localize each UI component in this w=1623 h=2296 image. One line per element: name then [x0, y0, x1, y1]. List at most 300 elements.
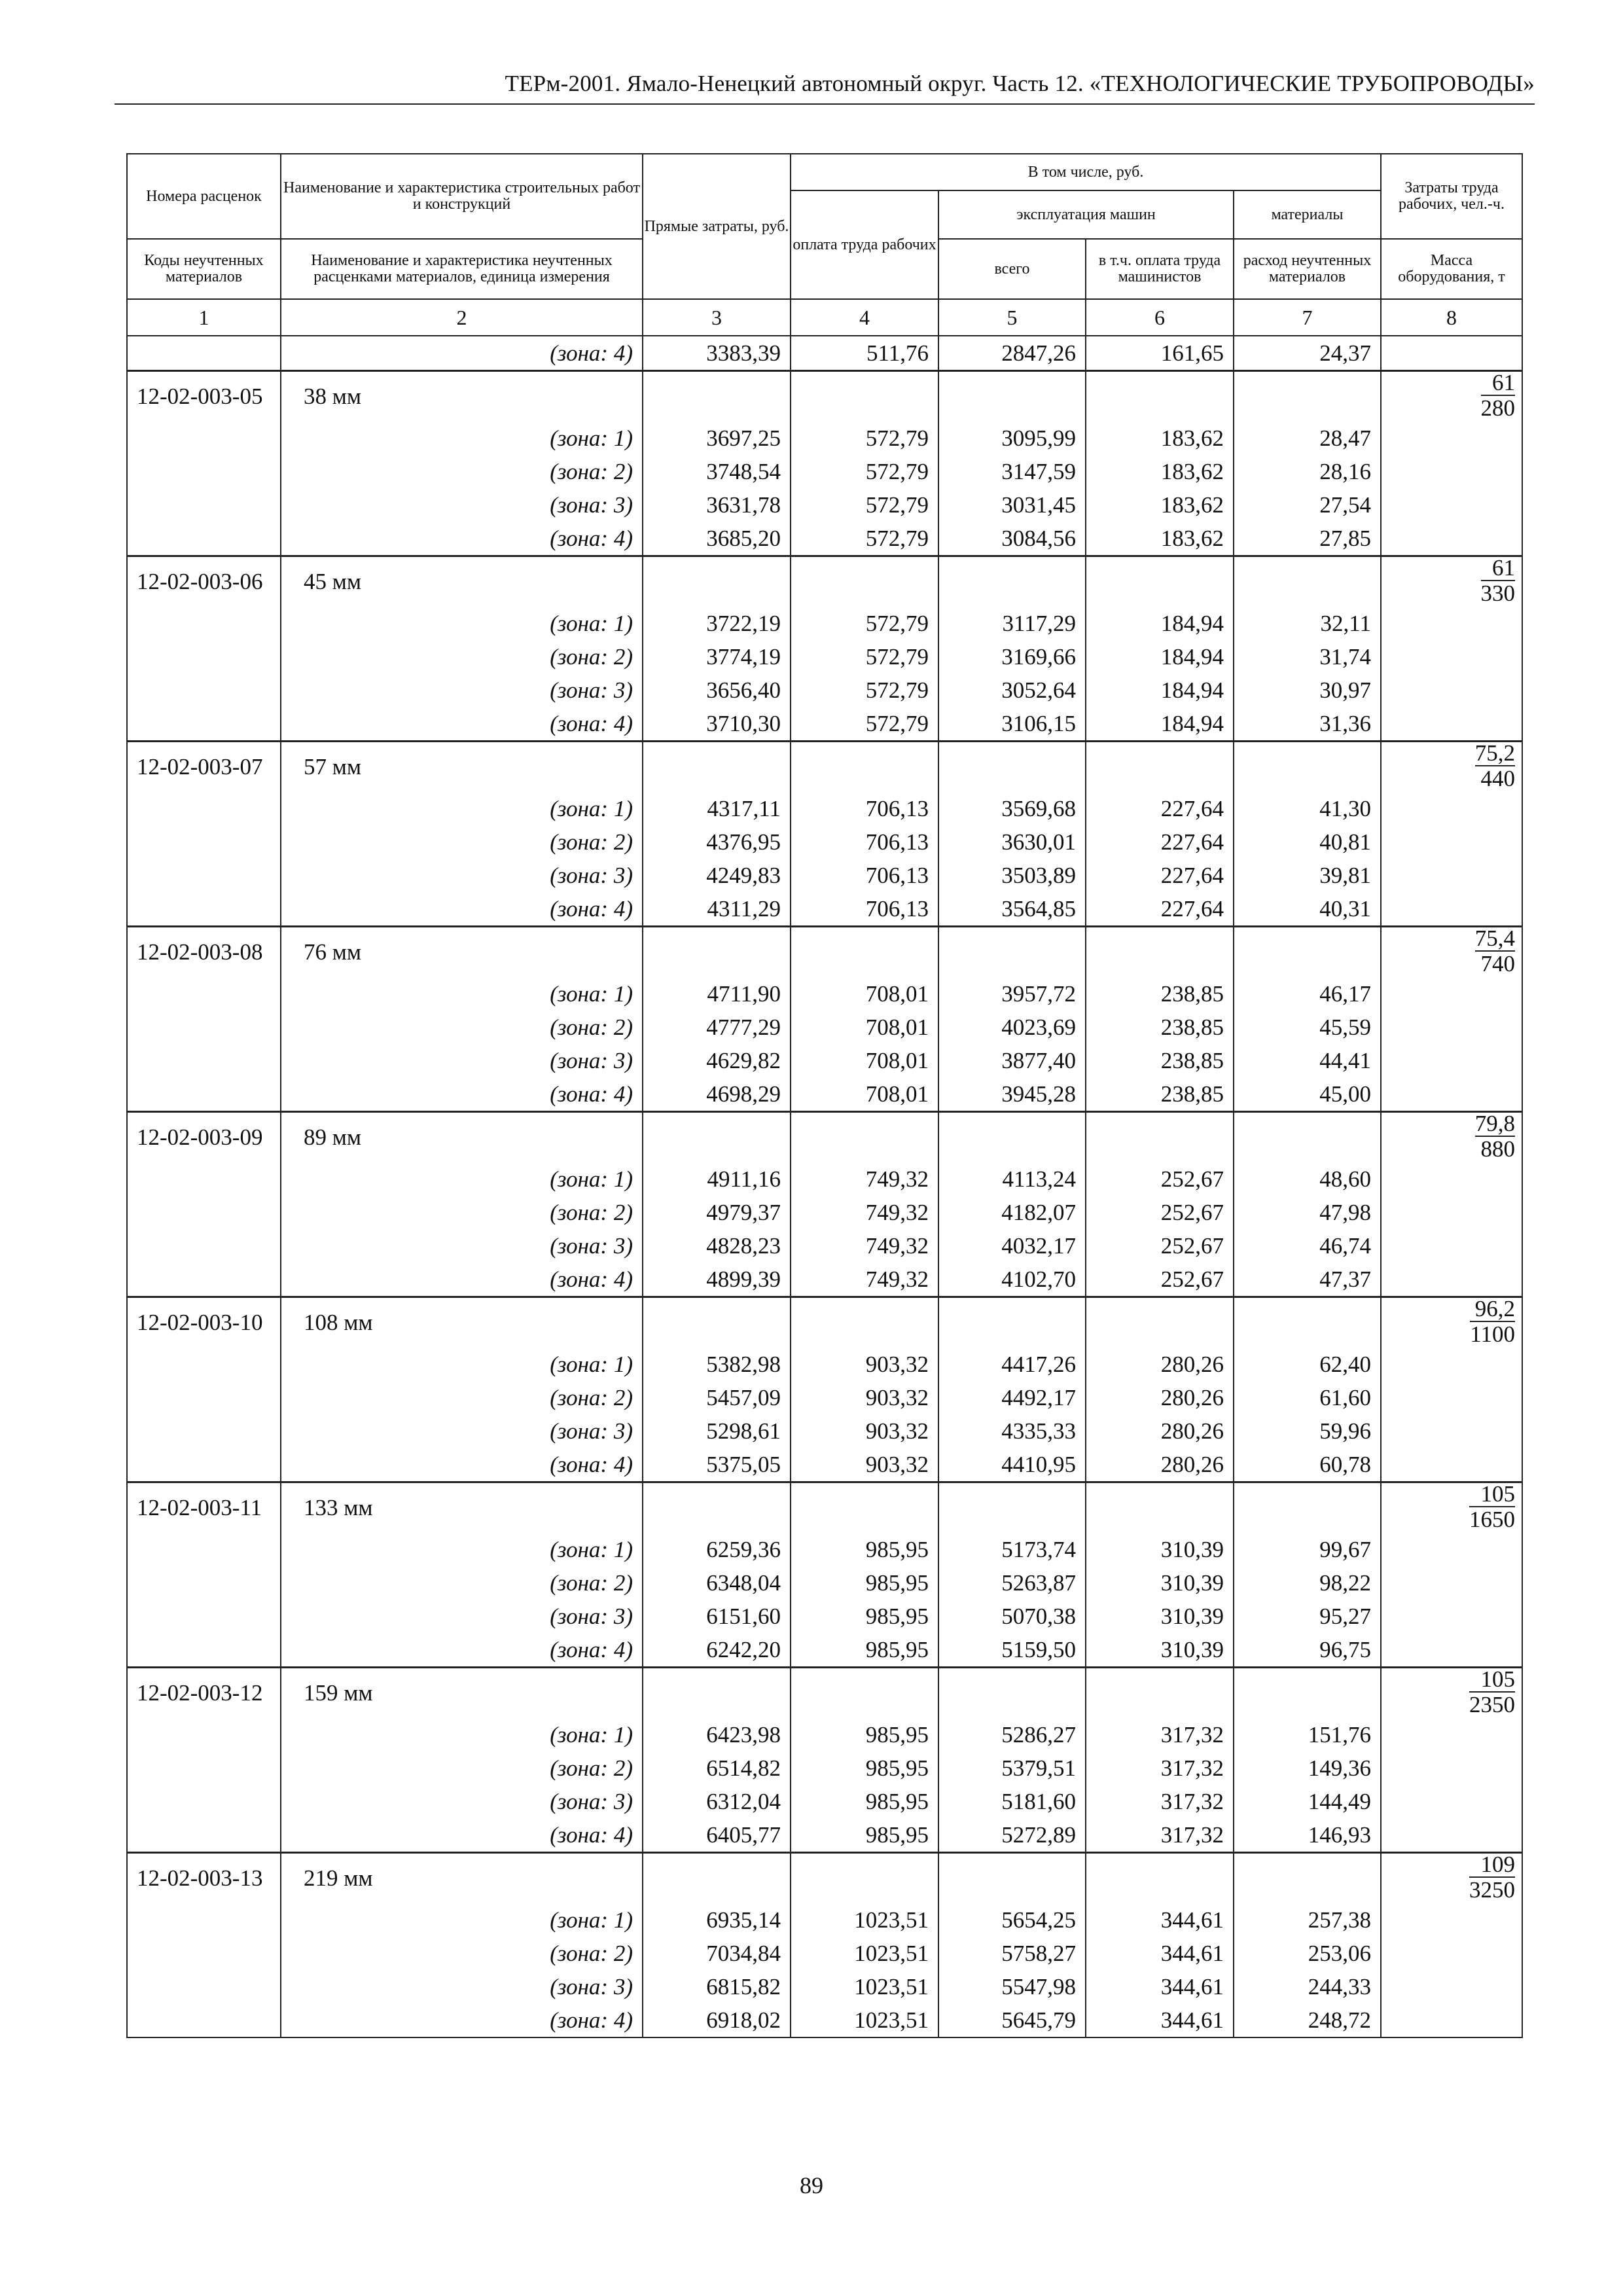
- labor-costs-value: 75,4: [1474, 925, 1515, 951]
- rate-name: 89 мм: [281, 1112, 643, 1163]
- materials-value: 45,59: [1234, 1011, 1381, 1044]
- direct-costs-value: 4911,16: [643, 1162, 791, 1196]
- zone-row: [127, 488, 1522, 522]
- worker-pay-value: 706,13: [791, 859, 938, 892]
- direct-costs-value: 3631,78: [643, 488, 791, 522]
- empty-cell: [791, 1112, 938, 1163]
- empty-cell: [643, 1668, 791, 1719]
- empty-cell: [1234, 1853, 1381, 1904]
- zone-label: (зона: 4): [281, 336, 643, 371]
- empty-cell: [1381, 522, 1522, 556]
- materials-value: 60,78: [1234, 1448, 1381, 1482]
- labor-costs-value: 96,2: [1470, 1298, 1515, 1322]
- rate-entry-header-row: [127, 371, 1522, 422]
- col-number: 1: [127, 299, 281, 336]
- direct-costs-value: 6312,04: [643, 1785, 791, 1818]
- direct-costs-value: 3656,40: [643, 673, 791, 707]
- materials-value: 48,60: [1234, 1162, 1381, 1196]
- empty-cell: [1381, 1970, 1522, 2003]
- zone-label: (зона: 4): [281, 522, 643, 556]
- operator-pay-value: 310,39: [1086, 1566, 1234, 1600]
- labor-costs-value: 105: [1469, 1668, 1515, 1693]
- labor-mass-fraction: [1381, 927, 1522, 978]
- empty-cell: [791, 1297, 938, 1348]
- direct-costs-value: 6405,77: [643, 1818, 791, 1853]
- zone-label: (зона: 1): [281, 1348, 643, 1381]
- operator-pay-value: 184,94: [1086, 673, 1234, 707]
- operator-pay-value: 280,26: [1086, 1414, 1234, 1448]
- empty-cell: [1086, 1112, 1234, 1163]
- worker-pay-value: 706,13: [791, 825, 938, 859]
- rate-name: 57 мм: [281, 742, 643, 793]
- empty-cell: [938, 1482, 1086, 1534]
- machines-total-value: 4410,95: [938, 1448, 1086, 1482]
- col-header-material-names: Наименование и характеристика неучтенных расценками материалов, единица измерения: [281, 239, 643, 299]
- machines-total-value: 3031,45: [938, 488, 1086, 522]
- materials-value: 39,81: [1234, 859, 1381, 892]
- direct-costs-value: 5382,98: [643, 1348, 791, 1381]
- zone-row: [127, 1533, 1522, 1566]
- empty-cell: [791, 371, 938, 422]
- machines-total-value: 3106,15: [938, 707, 1086, 742]
- direct-costs-value: 7034,84: [643, 1937, 791, 1970]
- operator-pay-value: 344,61: [1086, 2003, 1234, 2037]
- operator-pay-value: 280,26: [1086, 1381, 1234, 1414]
- rate-name: 133 мм: [281, 1482, 643, 1534]
- empty-cell: [938, 1853, 1086, 1904]
- operator-pay-value: 183,62: [1086, 488, 1234, 522]
- empty-cell: [127, 1414, 281, 1448]
- zone-row: [127, 673, 1522, 707]
- zone-label: (зона: 4): [281, 892, 643, 927]
- labor-mass-fraction: [1381, 556, 1522, 607]
- worker-pay-value: 708,01: [791, 977, 938, 1011]
- empty-cell: [1234, 927, 1381, 978]
- zone-label: (зона: 4): [281, 1263, 643, 1297]
- zone-row: [127, 1263, 1522, 1297]
- empty-cell: [791, 1668, 938, 1719]
- empty-cell: [1086, 1668, 1234, 1719]
- zone-label: (зона: 2): [281, 1196, 643, 1229]
- zone-row: [127, 1011, 1522, 1044]
- zone-row: [127, 2003, 1522, 2037]
- worker-pay-value: 903,32: [791, 1448, 938, 1482]
- col-header-worker-pay: оплата труда рабочих: [791, 190, 938, 299]
- machines-total-value: 2847,26: [938, 336, 1086, 371]
- empty-cell: [1381, 1633, 1522, 1668]
- zone-label: (зона: 2): [281, 1751, 643, 1785]
- empty-cell: [127, 455, 281, 488]
- direct-costs-value: 4629,82: [643, 1044, 791, 1077]
- direct-costs-value: 4711,90: [643, 977, 791, 1011]
- zone-row: [127, 1077, 1522, 1112]
- empty-cell: [1381, 1600, 1522, 1633]
- direct-costs-value: 3685,20: [643, 522, 791, 556]
- zone-row: [127, 859, 1522, 892]
- table-header: [127, 154, 1522, 336]
- worker-pay-value: 985,95: [791, 1600, 938, 1633]
- col-header-group-including: В том числе, руб.: [791, 154, 1381, 190]
- operator-pay-value: 183,62: [1086, 422, 1234, 455]
- machines-total-value: 3052,64: [938, 673, 1086, 707]
- materials-value: 59,96: [1234, 1414, 1381, 1448]
- rate-name: 219 мм: [281, 1853, 643, 1904]
- operator-pay-value: 227,64: [1086, 792, 1234, 825]
- rate-entry-header-row: [127, 742, 1522, 793]
- zone-label: (зона: 1): [281, 1162, 643, 1196]
- zone-label: (зона: 2): [281, 1566, 643, 1600]
- zone-label: (зона: 3): [281, 859, 643, 892]
- empty-cell: [127, 1903, 281, 1937]
- direct-costs-value: 6918,02: [643, 2003, 791, 2037]
- worker-pay-value: 985,95: [791, 1751, 938, 1785]
- worker-pay-value: 706,13: [791, 792, 938, 825]
- empty-cell: [127, 1263, 281, 1297]
- machines-total-value: 5173,74: [938, 1533, 1086, 1566]
- empty-cell: [127, 336, 281, 371]
- empty-cell: [1234, 742, 1381, 793]
- empty-cell: [127, 1381, 281, 1414]
- worker-pay-value: 1023,51: [791, 1970, 938, 2003]
- col-header-material-consumption: расход неучтенных материалов: [1234, 239, 1381, 299]
- labor-mass-fraction: [1381, 1853, 1522, 1904]
- machines-total-value: 4492,17: [938, 1381, 1086, 1414]
- zone-row: [127, 1937, 1522, 1970]
- operator-pay-value: 227,64: [1086, 825, 1234, 859]
- direct-costs-value: 6151,60: [643, 1600, 791, 1633]
- empty-cell: [1086, 556, 1234, 607]
- empty-cell: [1381, 892, 1522, 927]
- labor-costs-value: 79,8: [1474, 1111, 1515, 1136]
- materials-value: 47,37: [1234, 1263, 1381, 1297]
- direct-costs-value: 6259,36: [643, 1533, 791, 1566]
- machines-total-value: 5181,60: [938, 1785, 1086, 1818]
- empty-cell: [127, 1229, 281, 1263]
- worker-pay-value: 985,95: [791, 1533, 938, 1566]
- col-header-labor-costs: Затраты труда рабочих, чел.-ч.: [1381, 154, 1522, 239]
- machines-total-value: 4102,70: [938, 1263, 1086, 1297]
- empty-cell: [791, 556, 938, 607]
- machines-total-value: 5286,27: [938, 1718, 1086, 1751]
- empty-cell: [1381, 1229, 1522, 1263]
- machines-total-value: 3630,01: [938, 825, 1086, 859]
- empty-cell: [1381, 1937, 1522, 1970]
- worker-pay-value: 985,95: [791, 1718, 938, 1751]
- direct-costs-value: 4317,11: [643, 792, 791, 825]
- zone-label: (зона: 4): [281, 1818, 643, 1853]
- worker-pay-value: 572,79: [791, 422, 938, 455]
- empty-cell: [643, 371, 791, 422]
- machines-total-value: 5654,25: [938, 1903, 1086, 1937]
- operator-pay-value: 317,32: [1086, 1751, 1234, 1785]
- empty-cell: [938, 742, 1086, 793]
- machines-total-value: 3957,72: [938, 977, 1086, 1011]
- zone-label: (зона: 1): [281, 1718, 643, 1751]
- col-number: 8: [1381, 299, 1522, 336]
- direct-costs-value: 4899,39: [643, 1263, 791, 1297]
- direct-costs-value: 5298,61: [643, 1414, 791, 1448]
- worker-pay-value: 749,32: [791, 1196, 938, 1229]
- zone-label: (зона: 3): [281, 1044, 643, 1077]
- operator-pay-value: 183,62: [1086, 522, 1234, 556]
- zone-label: (зона: 4): [281, 2003, 643, 2037]
- direct-costs-value: 5457,09: [643, 1381, 791, 1414]
- zone-label: (зона: 1): [281, 977, 643, 1011]
- col-header-material-codes: Коды неучтенных материалов: [127, 239, 281, 299]
- empty-cell: [1234, 1297, 1381, 1348]
- empty-cell: [1086, 371, 1234, 422]
- col-header-operator-pay: в т.ч. оплата труда машинистов: [1086, 239, 1234, 299]
- empty-cell: [127, 488, 281, 522]
- labor-costs-value: 105: [1469, 1483, 1515, 1507]
- empty-cell: [1381, 1381, 1522, 1414]
- zone-row: [127, 1633, 1522, 1668]
- col-header-work-name: Наименование и характеристика строительных работ и конструкций: [281, 154, 643, 239]
- empty-cell: [1381, 336, 1522, 371]
- empty-cell: [127, 859, 281, 892]
- zone-row: [127, 455, 1522, 488]
- empty-cell: [1381, 1196, 1522, 1229]
- zone-row: [127, 825, 1522, 859]
- empty-cell: [1086, 1297, 1234, 1348]
- materials-value: 28,47: [1234, 422, 1381, 455]
- empty-cell: [127, 607, 281, 640]
- empty-cell: [127, 892, 281, 927]
- operator-pay-value: 161,65: [1086, 336, 1234, 371]
- machines-total-value: 3084,56: [938, 522, 1086, 556]
- worker-pay-value: 572,79: [791, 455, 938, 488]
- zone-label: (зона: 1): [281, 792, 643, 825]
- worker-pay-value: 1023,51: [791, 1903, 938, 1937]
- col-number: 7: [1234, 299, 1381, 336]
- zone-label: (зона: 3): [281, 488, 643, 522]
- labor-mass-fraction: [1381, 1112, 1522, 1163]
- rate-name: 38 мм: [281, 371, 643, 422]
- rate-code: 12-02-003-08: [127, 927, 281, 978]
- zone-row: [127, 1229, 1522, 1263]
- empty-cell: [1381, 1348, 1522, 1381]
- direct-costs-value: 6348,04: [643, 1566, 791, 1600]
- zone-row: [127, 1718, 1522, 1751]
- zone-row: [127, 1348, 1522, 1381]
- worker-pay-value: 708,01: [791, 1044, 938, 1077]
- materials-value: 24,37: [1234, 336, 1381, 371]
- zone-label: (зона: 3): [281, 1414, 643, 1448]
- header-rule: [115, 103, 1535, 105]
- worker-pay-value: 572,79: [791, 673, 938, 707]
- zone-label: (зона: 1): [281, 1903, 643, 1937]
- machines-total-value: 3877,40: [938, 1044, 1086, 1077]
- empty-cell: [1381, 1785, 1522, 1818]
- operator-pay-value: 184,94: [1086, 707, 1234, 742]
- worker-pay-value: 749,32: [791, 1263, 938, 1297]
- direct-costs-value: 6935,14: [643, 1903, 791, 1937]
- zone-row: [127, 1785, 1522, 1818]
- zone-row: [127, 1196, 1522, 1229]
- zone-label: (зона: 2): [281, 455, 643, 488]
- empty-cell: [643, 1297, 791, 1348]
- materials-value: 46,74: [1234, 1229, 1381, 1263]
- machines-total-value: 3117,29: [938, 607, 1086, 640]
- worker-pay-value: 903,32: [791, 1381, 938, 1414]
- col-header-machines-total: всего: [938, 239, 1086, 299]
- rate-entry-header-row: [127, 1853, 1522, 1904]
- empty-cell: [1381, 422, 1522, 455]
- empty-cell: [938, 1112, 1086, 1163]
- operator-pay-value: 344,61: [1086, 1903, 1234, 1937]
- empty-cell: [1381, 640, 1522, 673]
- operator-pay-value: 310,39: [1086, 1533, 1234, 1566]
- materials-value: 248,72: [1234, 2003, 1381, 2037]
- materials-value: 28,16: [1234, 455, 1381, 488]
- zone-label: (зона: 3): [281, 1785, 643, 1818]
- empty-cell: [938, 371, 1086, 422]
- worker-pay-value: 572,79: [791, 640, 938, 673]
- fraction: [1475, 1113, 1515, 1160]
- worker-pay-value: 985,95: [791, 1785, 938, 1818]
- operator-pay-value: 238,85: [1086, 1011, 1234, 1044]
- empty-cell: [1381, 1263, 1522, 1297]
- zone-row: [127, 1044, 1522, 1077]
- page-number: 89: [800, 2172, 823, 2198]
- empty-cell: [127, 1937, 281, 1970]
- empty-cell: [127, 640, 281, 673]
- machines-total-value: 5547,98: [938, 1970, 1086, 2003]
- operator-pay-value: 238,85: [1086, 1077, 1234, 1112]
- direct-costs-value: 4979,37: [643, 1196, 791, 1229]
- materials-value: 149,36: [1234, 1751, 1381, 1785]
- rates-table: [126, 153, 1523, 2038]
- direct-costs-value: 3697,25: [643, 422, 791, 455]
- zone-label: (зона: 2): [281, 640, 643, 673]
- fraction: [1475, 927, 1515, 975]
- zone-label: (зона: 4): [281, 707, 643, 742]
- zone-label: (зона: 3): [281, 1229, 643, 1263]
- worker-pay-value: 1023,51: [791, 1937, 938, 1970]
- materials-value: 31,36: [1234, 707, 1381, 742]
- operator-pay-value: 252,67: [1086, 1162, 1234, 1196]
- empty-cell: [1381, 1448, 1522, 1482]
- zone-row: [127, 1751, 1522, 1785]
- zone-label: (зона: 1): [281, 607, 643, 640]
- labor-costs-value: 109: [1469, 1854, 1515, 1878]
- empty-cell: [127, 1162, 281, 1196]
- table-body: [127, 336, 1522, 2037]
- materials-value: 40,31: [1234, 892, 1381, 927]
- worker-pay-value: 749,32: [791, 1229, 938, 1263]
- machines-total-value: 4113,24: [938, 1162, 1086, 1196]
- operator-pay-value: 238,85: [1086, 977, 1234, 1011]
- col-number: 2: [281, 299, 643, 336]
- empty-cell: [938, 556, 1086, 607]
- empty-cell: [127, 1633, 281, 1668]
- operator-pay-value: 280,26: [1086, 1348, 1234, 1381]
- empty-cell: [1381, 825, 1522, 859]
- rate-entry-header-row: [127, 1668, 1522, 1719]
- zone-row: [127, 892, 1522, 927]
- zone-row: [127, 792, 1522, 825]
- machines-total-value: 4023,69: [938, 1011, 1086, 1044]
- zone-label: (зона: 4): [281, 1077, 643, 1112]
- direct-costs-value: 3748,54: [643, 455, 791, 488]
- fraction: [1470, 1298, 1515, 1346]
- rate-code: 12-02-003-12: [127, 1668, 281, 1719]
- direct-costs-value: 3710,30: [643, 707, 791, 742]
- materials-value: 96,75: [1234, 1633, 1381, 1668]
- empty-cell: [1086, 927, 1234, 978]
- rate-code: 12-02-003-10: [127, 1297, 281, 1348]
- rate-name: 108 мм: [281, 1297, 643, 1348]
- machines-total-value: 5645,79: [938, 2003, 1086, 2037]
- direct-costs-value: 4311,29: [643, 892, 791, 927]
- rate-code: 12-02-003-06: [127, 556, 281, 607]
- labor-costs-value: 61: [1481, 372, 1516, 396]
- materials-value: 99,67: [1234, 1533, 1381, 1566]
- zone-label: (зона: 4): [281, 1633, 643, 1668]
- empty-cell: [791, 1853, 938, 1904]
- operator-pay-value: 344,61: [1086, 1937, 1234, 1970]
- empty-cell: [643, 1853, 791, 1904]
- operator-pay-value: 227,64: [1086, 892, 1234, 927]
- equipment-mass-value: 280: [1480, 395, 1515, 421]
- materials-value: 253,06: [1234, 1937, 1381, 1970]
- zone-label: (зона: 3): [281, 1970, 643, 2003]
- col-header-equipment-mass: Масса оборудования, т: [1381, 239, 1522, 299]
- empty-cell: [1381, 859, 1522, 892]
- empty-cell: [127, 1348, 281, 1381]
- operator-pay-value: 252,67: [1086, 1263, 1234, 1297]
- empty-cell: [791, 1482, 938, 1534]
- rate-name: 159 мм: [281, 1668, 643, 1719]
- equipment-mass-value: 740: [1480, 951, 1515, 977]
- worker-pay-value: 511,76: [791, 336, 938, 371]
- zone-label: (зона: 2): [281, 1011, 643, 1044]
- direct-costs-value: 6423,98: [643, 1718, 791, 1751]
- empty-cell: [1381, 1818, 1522, 1853]
- empty-cell: [127, 792, 281, 825]
- empty-cell: [1381, 1751, 1522, 1785]
- empty-cell: [1381, 1903, 1522, 1937]
- empty-cell: [1381, 1011, 1522, 1044]
- empty-cell: [1381, 488, 1522, 522]
- empty-cell: [938, 1297, 1086, 1348]
- empty-cell: [1381, 607, 1522, 640]
- col-number: 3: [643, 299, 791, 336]
- empty-cell: [643, 927, 791, 978]
- col-number: 6: [1086, 299, 1234, 336]
- machines-total-value: 3169,66: [938, 640, 1086, 673]
- empty-cell: [1381, 455, 1522, 488]
- worker-pay-value: 706,13: [791, 892, 938, 927]
- empty-cell: [1086, 1482, 1234, 1534]
- empty-cell: [1381, 1566, 1522, 1600]
- fraction: [1481, 372, 1516, 420]
- empty-cell: [1381, 1044, 1522, 1077]
- rate-code: 12-02-003-07: [127, 742, 281, 793]
- operator-pay-value: 280,26: [1086, 1448, 1234, 1482]
- machines-total-value: 5263,87: [938, 1566, 1086, 1600]
- machines-total-value: 5379,51: [938, 1751, 1086, 1785]
- machines-total-value: 3095,99: [938, 422, 1086, 455]
- zone-label: (зона: 2): [281, 1937, 643, 1970]
- worker-pay-value: 572,79: [791, 707, 938, 742]
- empty-cell: [1381, 2003, 1522, 2037]
- worker-pay-value: 903,32: [791, 1348, 938, 1381]
- operator-pay-value: 252,67: [1086, 1229, 1234, 1263]
- zone-row: [127, 1566, 1522, 1600]
- labor-costs-value: 75,2: [1474, 740, 1515, 766]
- zone-row: [127, 640, 1522, 673]
